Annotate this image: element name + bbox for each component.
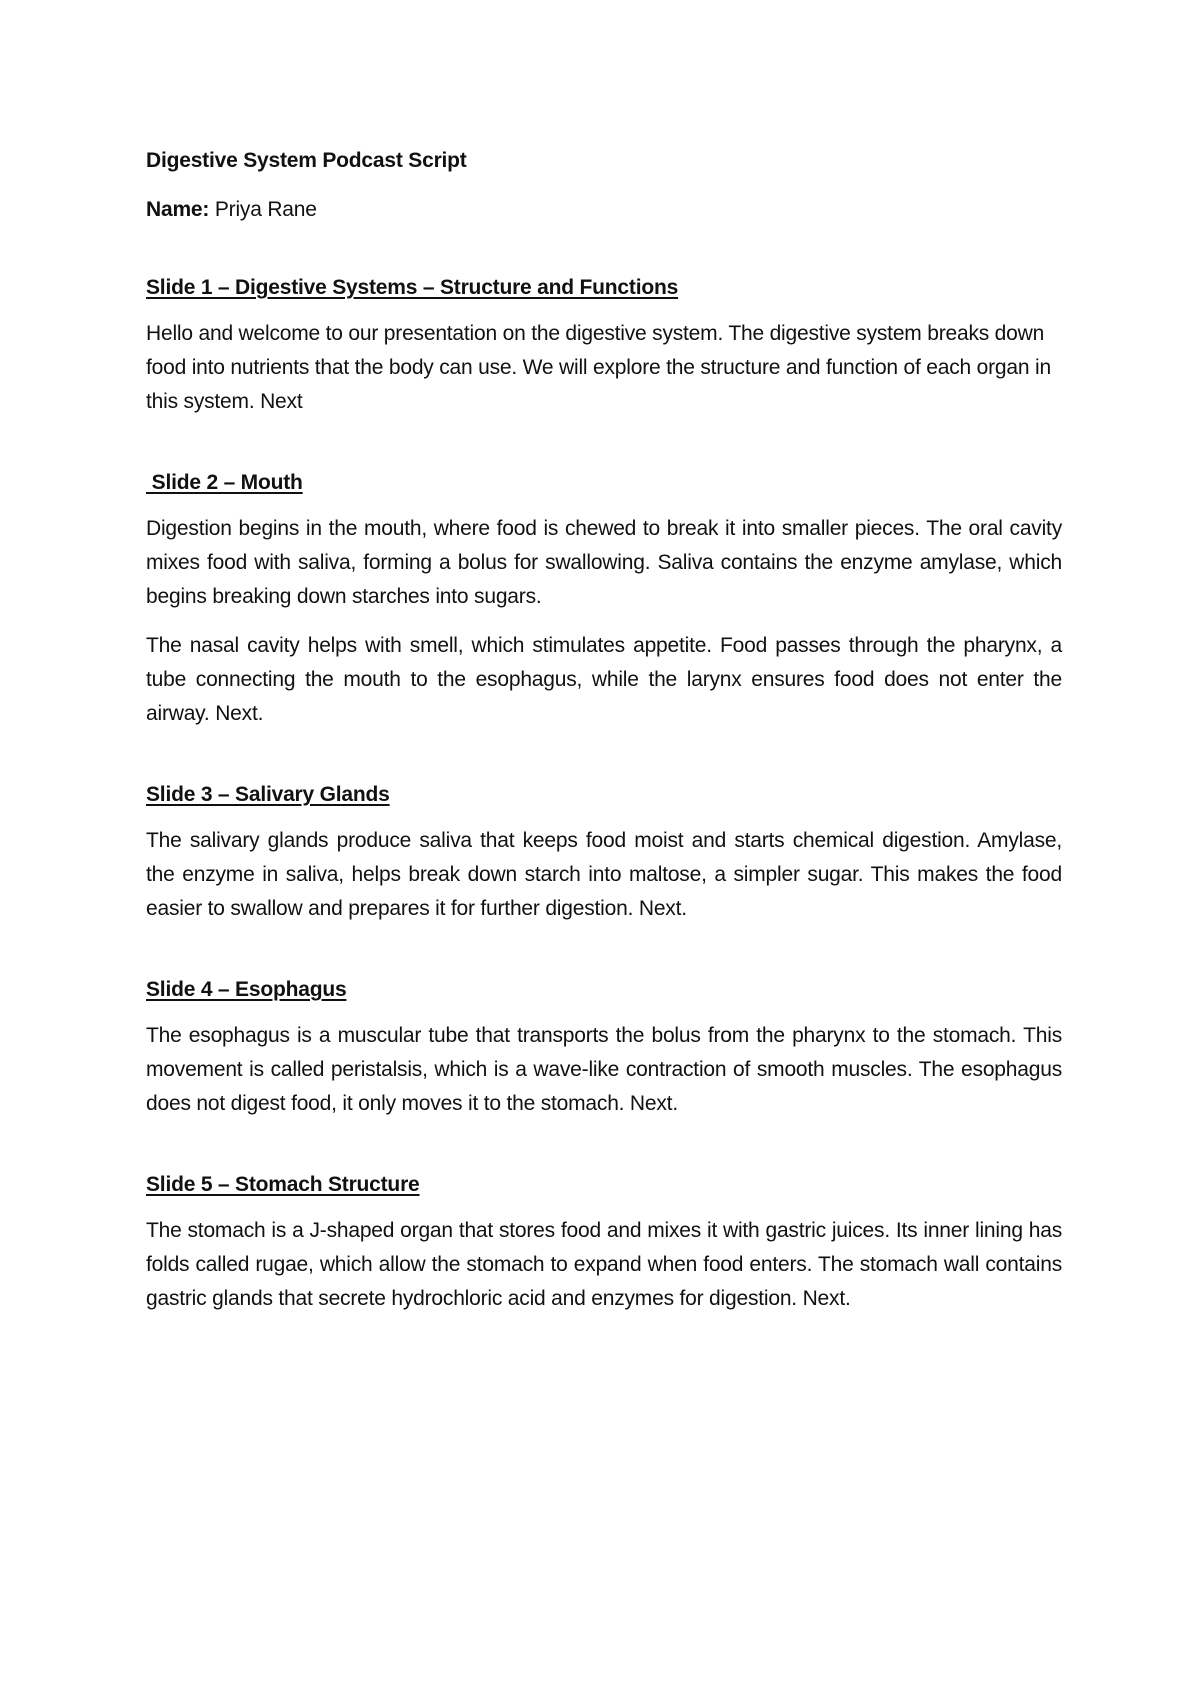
section-heading: Slide 2 – Mouth — [146, 471, 303, 494]
section-slide-3 — [146, 778, 1062, 926]
section-paragraph: The esophagus is a muscular tube that transports the bolus from the pharynx to the stomach. This movement is called peristalsis, which is a wave-like contraction of smooth muscles. The esophagus does not digest food, it only moves it to the stomach. Next. — [146, 1024, 1062, 1115]
document-title: Digestive System Podcast Script — [146, 149, 467, 172]
section-paragraph: The salivary glands produce saliva that keeps food moist and starts chemical digestion. Amylase, the enzyme in saliva, helps break down starch into maltose, a simpler sugar. This makes the food easier to swallow and prepares it for further digestion. Next. — [146, 829, 1062, 920]
section-slide-2 — [146, 466, 1062, 731]
name-line — [146, 193, 1062, 227]
section-paragraph: The nasal cavity helps with smell, which stimulates appetite. Food passes through the pharynx, a tube connecting the mouth to the esophagus, while the larynx ensures food does not enter the airway. Next. — [146, 634, 1062, 725]
section-heading: Slide 4 – Esophagus — [146, 978, 347, 1001]
document-body — [146, 144, 1062, 1331]
section-slide-4 — [146, 973, 1062, 1121]
name-label: Name: — [146, 198, 210, 221]
section-paragraph: Digestion begins in the mouth, where food is chewed to break it into smaller pieces. The oral cavity mixes food with saliva, forming a bolus for swallowing. Saliva contains the enzyme amylase, which begins breaking down starches into sugars. — [146, 517, 1062, 608]
name-value: Priya Rane — [209, 198, 317, 221]
section-slide-5 — [146, 1168, 1062, 1316]
section-heading: Slide 5 – Stomach Structure — [146, 1173, 420, 1196]
section-paragraph: Hello and welcome to our presentation on the digestive system. The digestive system breaks down food into nutrients that the body can use. We will explore the structure and function of each organ in this system. Next — [146, 322, 1051, 413]
section-heading: Slide 3 – Salivary Glands — [146, 783, 390, 806]
section-slide-1 — [146, 271, 1062, 419]
section-paragraph: The stomach is a J-shaped organ that stores food and mixes it with gastric juices. Its inner lining has folds called rugae, which allow the stomach to expand when food enters. The stomach wall contains gastric glands that secrete hydrochloric acid and enzymes for digestion. Next. — [146, 1219, 1062, 1310]
section-heading: Slide 1 – Digestive Systems – Structure and Functions — [146, 276, 679, 299]
